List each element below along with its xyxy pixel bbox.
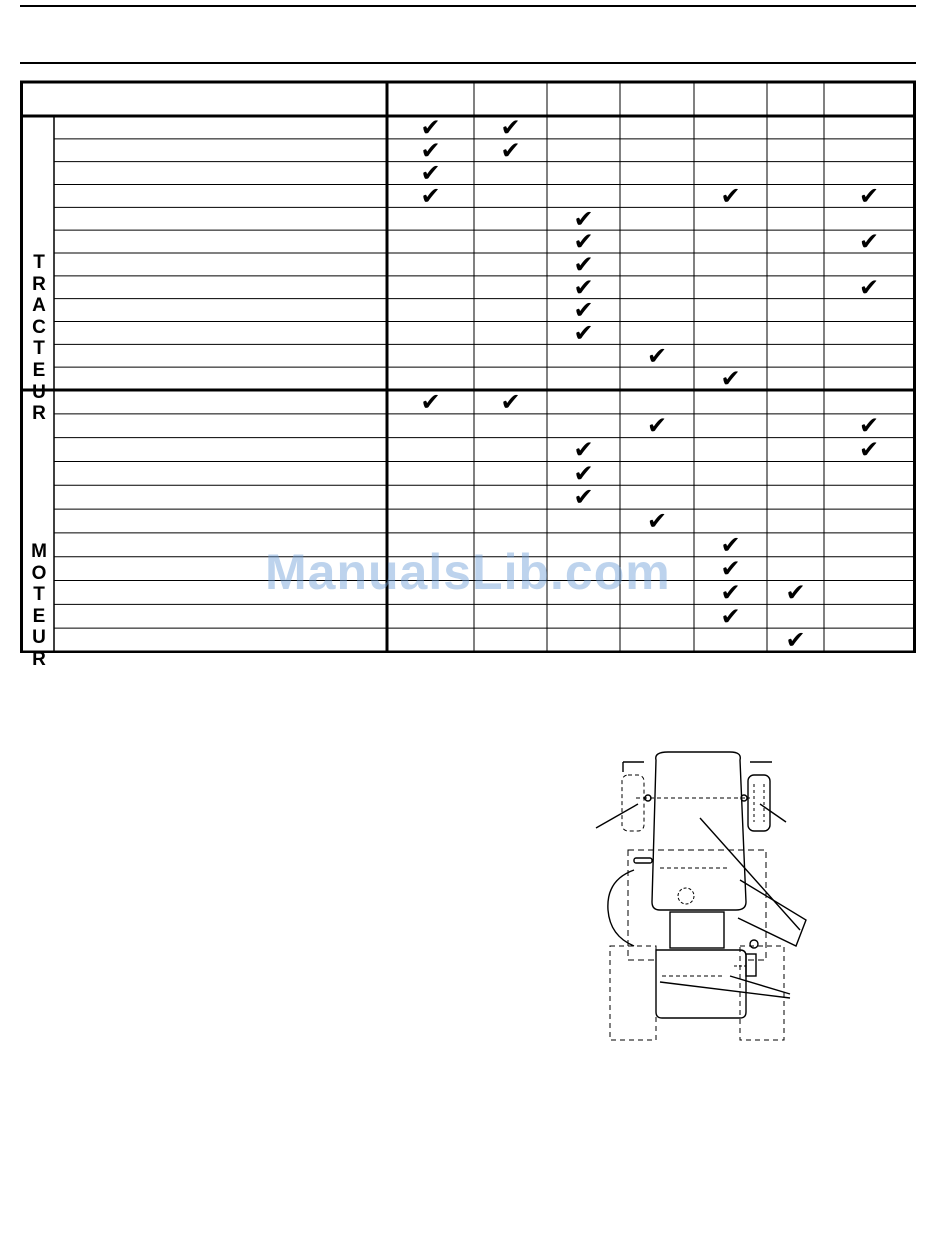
header-rule	[20, 62, 916, 64]
moteur-letter: O	[31, 562, 47, 584]
tracteur-letter: U	[32, 381, 46, 403]
check-mark-icon: ✔	[420, 181, 441, 210]
check-mark-icon: ✔	[858, 181, 880, 210]
check-mark-icon: ✔	[500, 136, 521, 165]
moteur-section-label	[24, 541, 54, 671]
tracteur-letter: T	[33, 338, 45, 360]
check-mark-icon: ✔	[785, 626, 806, 653]
moteur-letter: U	[32, 627, 46, 649]
check-mark-icon: ✔	[573, 227, 594, 256]
check-mark-icon: ✔	[720, 554, 741, 583]
check-mark-icon: ✔	[573, 483, 594, 512]
tractor-top-view-diagram	[590, 750, 820, 1050]
check-mark-icon: ✔	[573, 273, 594, 302]
check-mark-icon: ✔	[720, 364, 741, 393]
check-mark-icon: ✔	[500, 387, 521, 416]
moteur-letter: M	[31, 541, 47, 562]
check-mark-icon: ✔	[858, 411, 880, 440]
top-rule	[20, 5, 916, 7]
check-mark-icon: ✔	[573, 296, 594, 325]
check-mark-icon: ✔	[420, 159, 441, 188]
tracteur-section-label	[24, 252, 54, 425]
check-mark-icon: ✔	[858, 227, 880, 256]
tracteur-letter: R	[32, 273, 46, 295]
check-mark-icon: ✔	[646, 341, 668, 370]
check-mark-icon: ✔	[646, 507, 668, 535]
moteur-letter: R	[32, 648, 46, 670]
tracteur-letter: E	[32, 359, 46, 381]
check-mark-icon: ✔	[720, 578, 741, 607]
check-mark-icon: ✔	[500, 113, 521, 142]
check-mark-icon: ✔	[573, 250, 594, 279]
moteur-letter: E	[32, 605, 46, 627]
tracteur-letter: R	[32, 403, 46, 425]
moteur-letter: T	[33, 584, 45, 606]
check-mark-icon: ✔	[720, 181, 741, 210]
check-mark-icon: ✔	[420, 113, 441, 142]
check-mark-icon: ✔	[420, 387, 441, 416]
check-mark-icon: ✔	[573, 204, 594, 233]
tracteur-letter: A	[32, 295, 46, 317]
check-mark-icon: ✔	[858, 273, 880, 302]
check-mark-icon: ✔	[420, 136, 441, 165]
check-mark-icon: ✔	[785, 578, 806, 607]
check-mark-icon: ✔	[573, 435, 594, 464]
check-mark-icon: ✔	[573, 318, 594, 347]
check-mark-icon: ✔	[858, 435, 880, 464]
watermark: ManualsLib.com	[265, 544, 671, 600]
check-mark-icon: ✔	[646, 411, 668, 440]
tracteur-letter: C	[32, 316, 46, 338]
check-mark-icon: ✔	[720, 530, 741, 559]
check-mark-icon: ✔	[573, 459, 594, 488]
tracteur-letter: T	[33, 252, 45, 273]
check-mark-icon: ✔	[720, 602, 741, 631]
